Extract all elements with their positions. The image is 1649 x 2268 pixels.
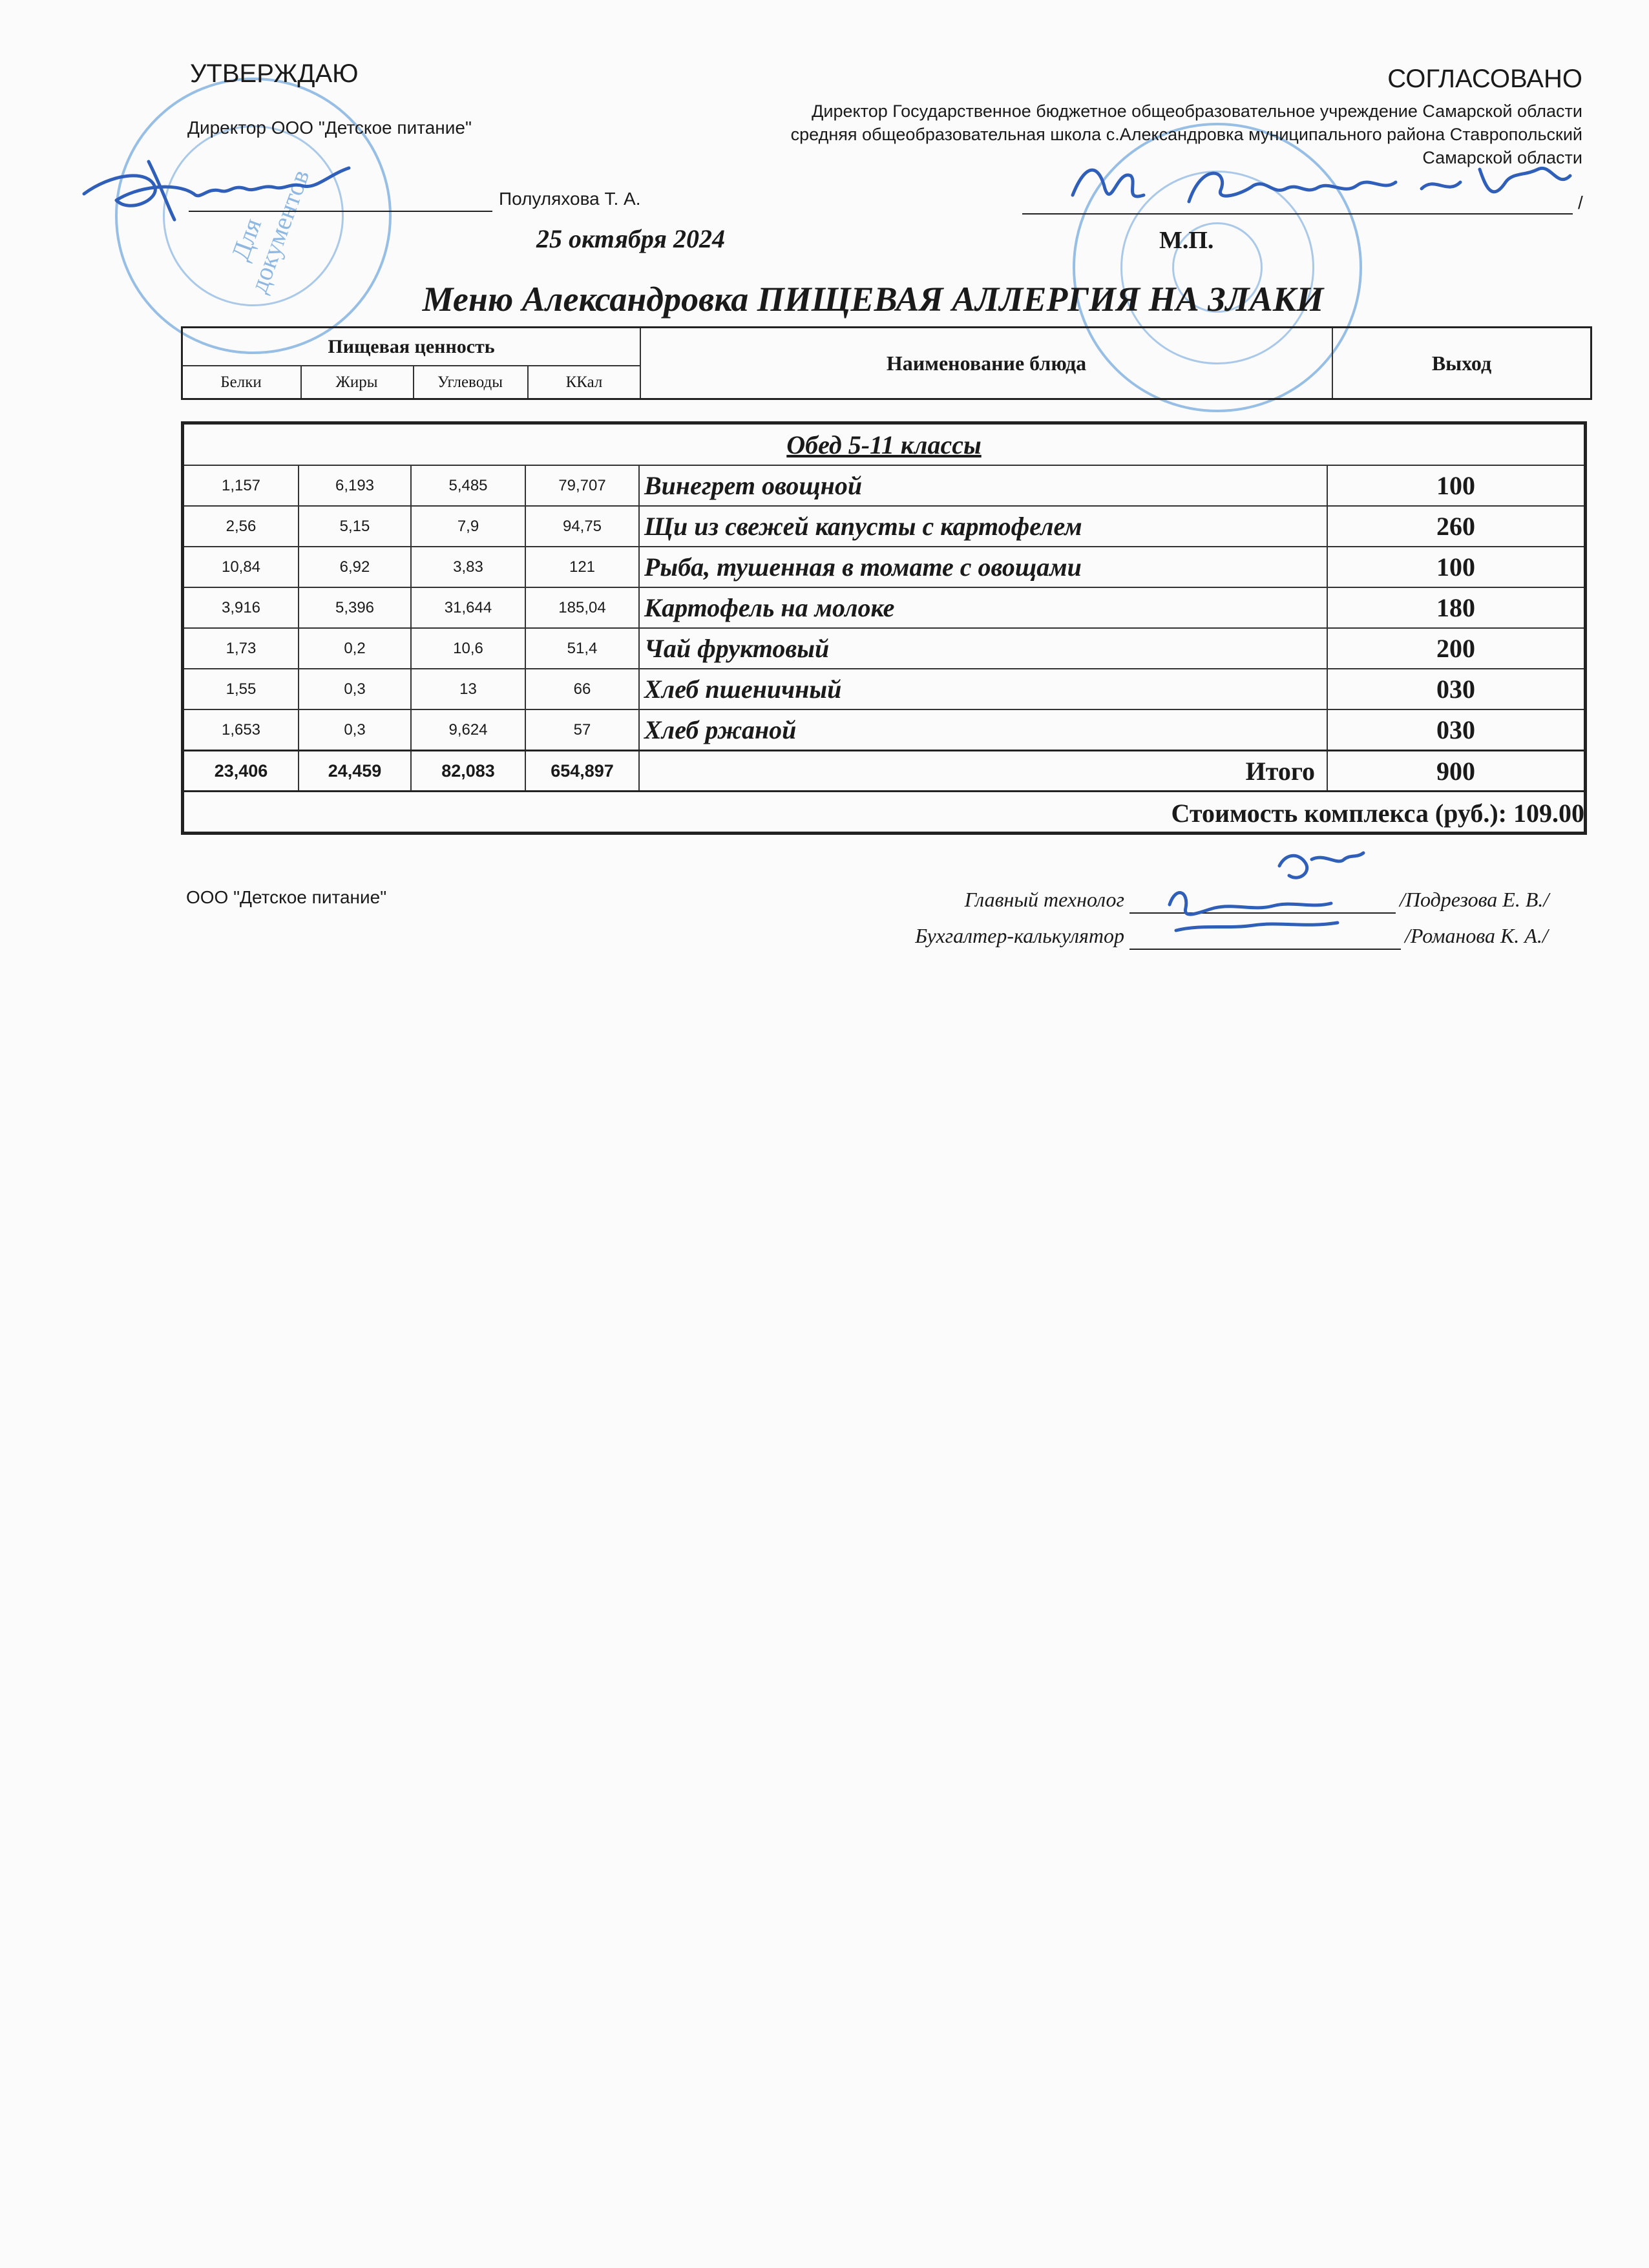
- kcal-cell: 57: [573, 720, 591, 739]
- fat-cell: 6,92: [339, 558, 370, 576]
- approve-date: 25 октября 2024: [536, 224, 725, 253]
- total-kcal-cell: 654,897: [551, 761, 614, 781]
- table-row: [184, 668, 1584, 709]
- table-row: [184, 709, 1584, 750]
- protein-header: Белки: [220, 373, 262, 391]
- footer-org: ООО "Детское питание": [186, 887, 387, 907]
- header-table: [181, 326, 1592, 400]
- fat-cell: 6,193: [335, 476, 375, 494]
- fat-cell: 5,15: [339, 517, 370, 535]
- output-cell: 200: [1436, 634, 1475, 663]
- table-row: [184, 546, 1584, 587]
- total-fat-cell: 24,459: [328, 761, 382, 781]
- dish-cell: Щи из свежей капусты с картофелем: [644, 512, 1082, 541]
- table-row: [184, 465, 1584, 505]
- approve-name: Полуляхова Т. А.: [499, 189, 641, 209]
- dish-cell: Хлеб ржаной: [644, 715, 797, 744]
- table-row: [184, 627, 1584, 668]
- total-output-cell: 900: [1436, 756, 1475, 786]
- dish-cell: Хлеб пшеничный: [644, 675, 842, 704]
- section-title: Обед 5-11 классы: [786, 430, 982, 459]
- fat-cell: 5,396: [335, 598, 375, 616]
- total-row: [184, 750, 1584, 792]
- output-cell: 180: [1436, 593, 1475, 622]
- protein-cell: 1,157: [221, 476, 261, 494]
- kcal-cell: 121: [569, 558, 596, 576]
- total-label-cell: Итого: [1245, 756, 1315, 786]
- protein-cell: 1,653: [221, 720, 261, 739]
- kcal-cell: 79,707: [558, 476, 606, 494]
- menu-table: [181, 421, 1587, 835]
- fat-cell: 0,3: [344, 680, 366, 698]
- dish-cell: Картофель на молоке: [644, 593, 895, 622]
- dish-header: Наименование блюда: [640, 328, 1332, 398]
- carbs-cell: 5,485: [448, 476, 488, 494]
- output-cell: 260: [1436, 512, 1475, 541]
- dish-cell: Винегрет овощной: [644, 471, 863, 500]
- total-carbs-cell: 82,083: [441, 761, 495, 781]
- protein-cell: 1,73: [226, 639, 257, 657]
- menu-title: Меню Александровка ПИЩЕВАЯ АЛЛЕРГИЯ НА ЗЛАКИ: [422, 280, 1324, 319]
- output-header: Выход: [1332, 328, 1590, 398]
- complex-cost: Стоимость комплекса (руб.): 109.00: [1171, 799, 1584, 828]
- fat-header: Жиры: [300, 366, 412, 398]
- carbs-cell: 3,83: [453, 558, 483, 576]
- carbs-cell: 13: [459, 680, 477, 698]
- approval-stamp-text: Для документов: [225, 165, 315, 297]
- stamp-place-label: М.П.: [1159, 227, 1214, 254]
- kcal-cell: 66: [573, 680, 591, 698]
- approve-title: УТВЕРЖДАЮ: [190, 59, 359, 88]
- technologist-name: /Подрезова Е. В./: [1400, 888, 1549, 911]
- footer-signatures: [1150, 846, 1370, 950]
- protein-cell: 10,84: [221, 558, 261, 576]
- agree-slash: /: [1578, 193, 1583, 213]
- carbs-cell: 7,9: [457, 517, 479, 535]
- school-director-signature: [1060, 150, 1590, 221]
- output-cell: 100: [1436, 552, 1475, 582]
- carbs-cell: 9,624: [448, 720, 488, 739]
- kcal-header: ККал: [527, 366, 640, 398]
- accountant-name: /Романова К. А./: [1405, 924, 1548, 947]
- dish-cell: Рыба, тушенная в томате с овощами: [644, 552, 1082, 582]
- output-cell: 100: [1436, 471, 1475, 500]
- dish-cell: Чай фруктовый: [644, 634, 830, 663]
- fat-cell: 0,3: [344, 720, 366, 739]
- table-row: [184, 505, 1584, 546]
- agree-title: СОГЛАСОВАНО: [1387, 65, 1582, 93]
- protein-cell: 2,56: [226, 517, 257, 535]
- protein-cell: 3,916: [221, 598, 261, 616]
- nutrition-header: Пищевая ценность: [328, 335, 495, 357]
- agree-text: Директор Государственное бюджетное общеобразовательное учреждение Самарской области средняя общеобразовательная школа с.Александровка муниципального района Ставропольский Самарской области: [790, 101, 1582, 167]
- output-cell: 030: [1436, 715, 1475, 744]
- protein-cell: 1,55: [226, 680, 257, 698]
- approve-role: Директор ООО "Детское питание": [187, 118, 472, 138]
- table-row: [184, 587, 1584, 627]
- technologist-label: Главный технолог: [964, 888, 1124, 911]
- director-signature: [71, 149, 368, 233]
- kcal-cell: 94,75: [562, 517, 602, 535]
- accountant-label: Бухгалтер-калькулятор: [915, 924, 1124, 947]
- carbs-cell: 10,6: [453, 639, 483, 657]
- carbs-cell: 31,644: [444, 598, 492, 616]
- carbs-header: Углеводы: [413, 366, 526, 398]
- kcal-cell: 185,04: [558, 598, 606, 616]
- kcal-cell: 51,4: [567, 639, 598, 657]
- total-protein-cell: 23,406: [214, 761, 268, 781]
- output-cell: 030: [1436, 675, 1475, 704]
- fat-cell: 0,2: [344, 639, 366, 657]
